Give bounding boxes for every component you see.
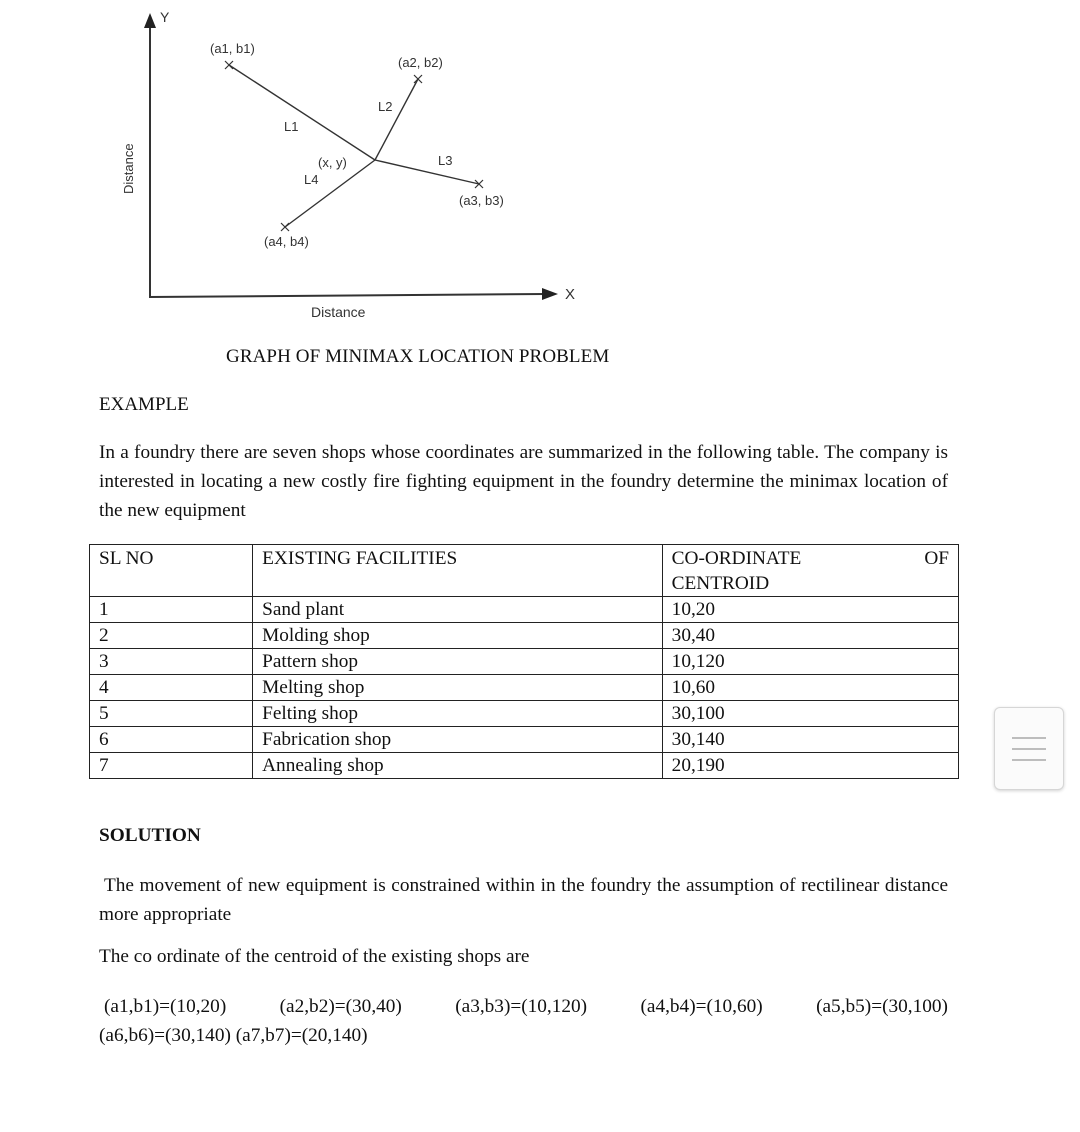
cell-facility: Melting shop xyxy=(253,675,663,701)
coordinate-pair: (a6,b6)=(30,140) xyxy=(99,1025,231,1046)
header-centroid-line2: CENTROID xyxy=(671,573,770,594)
table-header-row xyxy=(90,545,959,597)
point-label-a3: (a3, b3) xyxy=(459,193,504,208)
example-heading: EXAMPLE xyxy=(99,394,189,415)
segment-l1 xyxy=(229,65,375,160)
header-facilities: EXISTING FACILITIES xyxy=(253,545,663,597)
header-centroid-of: OF xyxy=(924,548,949,569)
cell-facility: Felting shop xyxy=(253,701,663,727)
x-side-label: Distance xyxy=(311,304,366,320)
header-centroid xyxy=(662,545,958,597)
solution-paragraph: The movement of new equipment is constrained within in the foundry the assumption of rectilinear distance more appropriate xyxy=(99,875,948,925)
coordinate-pair: (a5,b5)=(30,100) xyxy=(816,996,948,1017)
cell-sl: 4 xyxy=(90,675,253,701)
center-label: (x, y) xyxy=(318,155,347,170)
table-row xyxy=(90,675,959,701)
table-row xyxy=(90,727,959,753)
example-paragraph: In a foundry there are seven shops whose coordinates are summarized in the following table. The company is interested in locating a new costly fire fighting equipment in the foundry determine the minimax location of the new equipment xyxy=(99,442,948,521)
coordinate-list xyxy=(99,992,948,1050)
segment-label-l3: L3 xyxy=(438,153,453,168)
cell-facility: Sand plant xyxy=(253,597,663,623)
coordinate-pair: (a2,b2)=(30,40) xyxy=(279,996,402,1017)
header-centroid-main: CO-ORDINATE xyxy=(671,548,802,569)
y-side-label: Distance xyxy=(121,143,136,194)
centroid-intro: The co ordinate of the centroid of the existing shops are xyxy=(99,946,530,967)
cell-coord: 20,190 xyxy=(662,753,958,779)
y-axis-label: Y xyxy=(160,9,170,25)
cell-coord: 10,60 xyxy=(662,675,958,701)
x-axis-label: X xyxy=(565,286,576,303)
coordinate-pair: (a3,b3)=(10,120) xyxy=(455,996,588,1017)
cell-coord: 30,100 xyxy=(662,701,958,727)
point-marker-a4 xyxy=(281,223,289,231)
point-marker-a1 xyxy=(225,61,233,69)
table-row xyxy=(90,597,959,623)
x-axis xyxy=(149,294,546,297)
cell-sl: 2 xyxy=(90,623,253,649)
x-axis-arrow-icon xyxy=(542,288,558,300)
coordinate-pair: (a7,b7)=(20,140) xyxy=(235,1025,368,1046)
point-marker-a2 xyxy=(414,75,422,83)
segment-label-l2: L2 xyxy=(378,99,393,114)
cell-facility: Pattern shop xyxy=(253,649,663,675)
cell-coord: 30,140 xyxy=(662,727,958,753)
menu-handle-button[interactable] xyxy=(994,707,1064,790)
header-sl-no: SL NO xyxy=(90,545,253,597)
cell-sl: 1 xyxy=(90,597,253,623)
solution-heading: SOLUTION xyxy=(99,825,201,846)
table-row xyxy=(90,649,959,675)
cell-facility: Fabrication shop xyxy=(253,727,663,753)
menu-icon xyxy=(1012,737,1046,739)
segment-l3 xyxy=(375,160,479,184)
cell-coord: 10,20 xyxy=(662,597,958,623)
y-axis-arrow-icon xyxy=(144,13,156,28)
segment-label-l1: L1 xyxy=(284,119,299,134)
cell-coord: 30,40 xyxy=(662,623,958,649)
table-row xyxy=(90,701,959,727)
segment-l2 xyxy=(375,79,418,160)
point-label-a2: (a2, b2) xyxy=(398,55,443,70)
minimax-location-diagram xyxy=(0,0,1080,340)
coordinate-pair: (a1,b1)=(10,20) xyxy=(104,996,227,1017)
coordinate-pair: (a4,b4)=(10,60) xyxy=(640,996,763,1017)
cell-sl: 3 xyxy=(90,649,253,675)
table-row xyxy=(90,753,959,779)
cell-facility: Annealing shop xyxy=(253,753,663,779)
cell-sl: 7 xyxy=(90,753,253,779)
facilities-table xyxy=(89,544,959,779)
cell-coord: 10,120 xyxy=(662,649,958,675)
segment-label-l4: L4 xyxy=(304,172,319,187)
figure-caption: GRAPH OF MINIMAX LOCATION PROBLEM xyxy=(226,346,610,367)
point-label-a1: (a1, b1) xyxy=(210,41,255,56)
cell-sl: 5 xyxy=(90,701,253,727)
segment-l4 xyxy=(285,160,375,227)
cell-facility: Molding shop xyxy=(253,623,663,649)
cell-sl: 6 xyxy=(90,727,253,753)
table-row xyxy=(90,623,959,649)
point-label-a4: (a4, b4) xyxy=(264,234,309,249)
